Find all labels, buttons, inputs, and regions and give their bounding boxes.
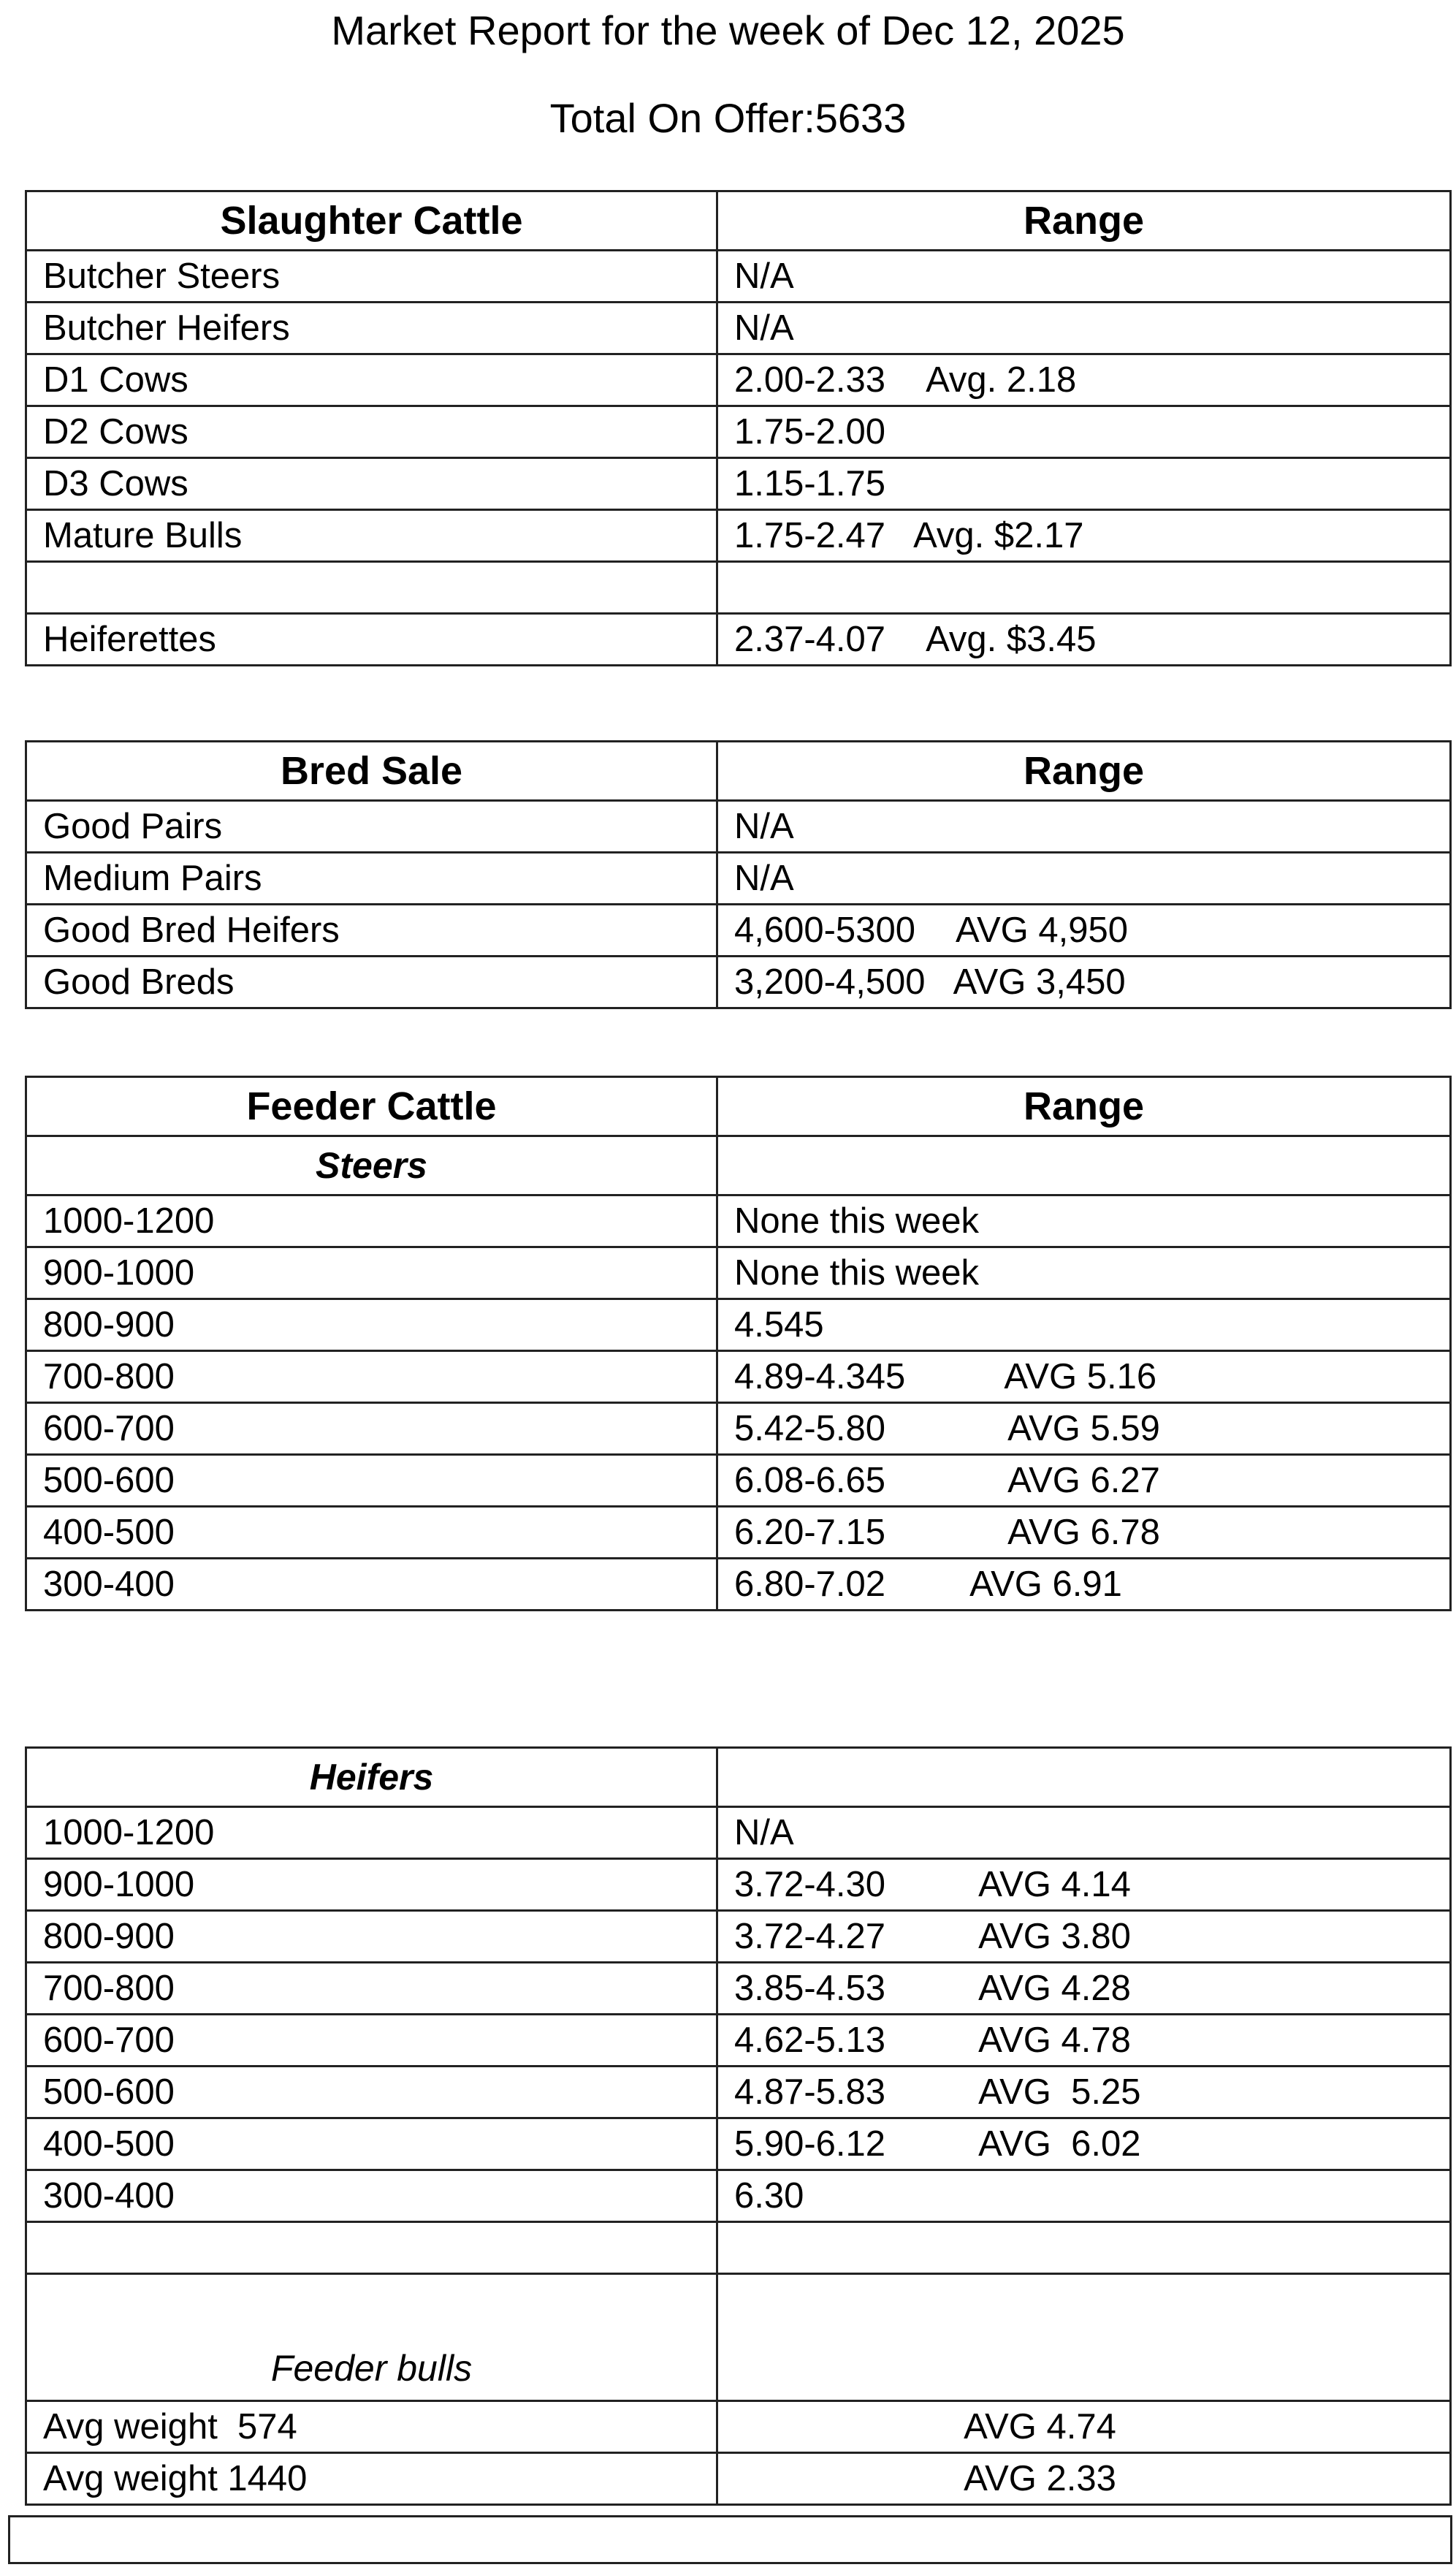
- avg-value: AVG 4.78: [978, 2020, 1131, 2060]
- subheader-row: [26, 1748, 1451, 1807]
- row-range: [717, 1963, 1451, 2015]
- row-label: 1000-1200: [26, 1195, 717, 1247]
- subheader-row: [26, 1136, 1451, 1195]
- table-row: [26, 354, 1451, 406]
- column-header: Range: [717, 742, 1451, 801]
- row-range: [717, 303, 1451, 354]
- avg-value: AVG 4.28: [978, 1969, 1131, 2008]
- range-value: N/A: [734, 859, 794, 898]
- range-value: 1.75-2.47: [734, 516, 886, 555]
- avg-value: AVG 4,950: [955, 910, 1129, 950]
- empty-cell: [717, 1748, 1451, 1807]
- avg-value: AVG 5.59: [1007, 1409, 1160, 1448]
- column-header: Feeder Cattle: [26, 1077, 717, 1136]
- row-range: [717, 1859, 1451, 1911]
- avg-value: AVG 6.78: [1007, 1513, 1160, 1552]
- report-title: Market Report for the week of Dec 12, 2025: [331, 7, 1125, 53]
- heifers-table: [25, 1746, 1452, 2506]
- table-header-row: [26, 742, 1451, 801]
- row-range: [717, 1299, 1451, 1351]
- row-label: 300-400: [26, 1559, 717, 1611]
- row-label: 500-600: [26, 1455, 717, 1507]
- table-row: [26, 1299, 1451, 1351]
- row-range: [717, 1247, 1451, 1299]
- range-value: N/A: [734, 807, 794, 846]
- range-value: 3.72-4.27: [734, 1917, 886, 1956]
- empty-cell: [717, 2222, 1451, 2274]
- row-label: 1000-1200: [26, 1807, 717, 1859]
- empty-cell: [717, 1136, 1451, 1195]
- range-value: 5.90-6.12: [734, 2124, 886, 2164]
- row-range: [717, 2170, 1451, 2222]
- row-label: 400-500: [26, 2118, 717, 2170]
- range-value: 3.85-4.53: [734, 1969, 886, 2008]
- column-header: Bred Sale: [26, 742, 717, 801]
- table-row: [26, 1807, 1451, 1859]
- column-header: Slaughter Cattle: [26, 191, 717, 251]
- row-range: [717, 354, 1451, 406]
- row-label: Butcher Steers: [26, 251, 717, 303]
- row-range: [717, 614, 1451, 666]
- empty-cell: [26, 2222, 717, 2274]
- table-header-row: [26, 191, 1451, 251]
- table-row: [26, 957, 1451, 1008]
- row-label: 400-500: [26, 1507, 717, 1559]
- row-range: [717, 510, 1451, 562]
- range-value: 3,200-4,500: [734, 962, 926, 1002]
- range-value: N/A: [734, 256, 794, 296]
- avg-value: AVG 4.14: [978, 1865, 1131, 1904]
- row-range: [717, 853, 1451, 905]
- table-row: [26, 510, 1451, 562]
- row-range: [717, 801, 1451, 853]
- feeder-bulls-subheader: Feeder bulls: [26, 2274, 717, 2401]
- row-range: [717, 562, 1451, 614]
- row-label: D1 Cows: [26, 354, 717, 406]
- avg-value: AVG 3.80: [978, 1917, 1131, 1956]
- table-row: [26, 1247, 1451, 1299]
- row-range: [717, 406, 1451, 458]
- table-row: [26, 1911, 1451, 1963]
- avg-value: AVG 5.16: [1004, 1357, 1157, 1396]
- table-row: [26, 2015, 1451, 2067]
- row-label: Good Bred Heifers: [26, 905, 717, 957]
- row-range: [717, 1507, 1451, 1559]
- range-value: N/A: [734, 1813, 794, 1852]
- table-row: [26, 801, 1451, 853]
- range-value: None this week: [734, 1201, 980, 1241]
- row-range: [717, 2067, 1451, 2118]
- row-range: [717, 458, 1451, 510]
- range-value: 1.15-1.75: [734, 464, 886, 503]
- row-range: [717, 2118, 1451, 2170]
- row-label: Medium Pairs: [26, 853, 717, 905]
- slaughter-cattle-table: [25, 190, 1452, 666]
- row-label: Heiferettes: [26, 614, 717, 666]
- range-value: 6.30: [734, 2176, 804, 2216]
- row-range: [717, 1195, 1451, 1247]
- row-label: 700-800: [26, 1963, 717, 2015]
- avg-value: AVG 3,450: [953, 962, 1126, 1002]
- range-value: 4.62-5.13: [734, 2020, 886, 2060]
- range-value: 6.80-7.02: [734, 1565, 886, 1604]
- steers-subheader: Steers: [26, 1136, 717, 1195]
- table-row: [26, 458, 1451, 510]
- row-label: 800-900: [26, 1911, 717, 1963]
- avg-value: AVG 6.27: [1007, 1461, 1160, 1500]
- table-row: [26, 1963, 1451, 2015]
- range-value: 4.87-5.83: [734, 2072, 886, 2112]
- row-label: Mature Bulls: [26, 510, 717, 562]
- avg-value: AVG 6.02: [978, 2124, 1141, 2164]
- table-row: [26, 2401, 1451, 2453]
- row-label: 300-400: [26, 2170, 717, 2222]
- table-header-row: [26, 1077, 1451, 1136]
- table-row: [26, 2118, 1451, 2170]
- range-value: N/A: [734, 308, 794, 348]
- heifers-subheader: Heifers: [26, 1748, 717, 1807]
- row-label: 600-700: [26, 2015, 717, 2067]
- row-label: Good Breds: [26, 957, 717, 1008]
- table-row: [26, 905, 1451, 957]
- table-row: [26, 406, 1451, 458]
- range-value: 2.00-2.33: [734, 360, 886, 400]
- footer-empty-box: [8, 2515, 1452, 2564]
- table-row: [26, 1859, 1451, 1911]
- range-value: 4,600-5300: [734, 910, 915, 950]
- avg-value: AVG 4.74: [717, 2401, 1451, 2453]
- total-on-offer: Total On Offer:5633: [549, 95, 907, 141]
- table-row-empty: [26, 562, 1451, 614]
- column-header: Range: [717, 1077, 1451, 1136]
- column-header: Range: [717, 191, 1451, 251]
- row-range: [717, 1559, 1451, 1611]
- range-value: 4.545: [734, 1305, 824, 1345]
- row-range: [717, 1403, 1451, 1455]
- avg-value: AVG 2.33: [717, 2453, 1451, 2505]
- table-row: [26, 2170, 1451, 2222]
- range-value: 6.20-7.15: [734, 1513, 886, 1552]
- avg-value: Avg. 2.18: [926, 360, 1077, 400]
- row-label: 500-600: [26, 2067, 717, 2118]
- table-row: [26, 303, 1451, 354]
- row-label: 800-900: [26, 1299, 717, 1351]
- row-label: 600-700: [26, 1403, 717, 1455]
- row-range: [717, 1455, 1451, 1507]
- table-row: [26, 2453, 1451, 2505]
- table-row: [26, 1559, 1451, 1611]
- table-row: [26, 2067, 1451, 2118]
- table-row: [26, 853, 1451, 905]
- table-row: [26, 1403, 1451, 1455]
- row-label: Avg weight 1440: [26, 2453, 717, 2505]
- table-row: [26, 1351, 1451, 1403]
- row-label: D2 Cows: [26, 406, 717, 458]
- table-row: [26, 614, 1451, 666]
- row-label: Butcher Heifers: [26, 303, 717, 354]
- subheader-row: [26, 2274, 1451, 2401]
- bred-sale-table: [25, 740, 1452, 1009]
- row-label: [26, 562, 717, 614]
- row-label: 700-800: [26, 1351, 717, 1403]
- avg-value: AVG 5.25: [978, 2072, 1141, 2112]
- feeder-cattle-table: [25, 1076, 1452, 1611]
- range-value: 6.08-6.65: [734, 1461, 886, 1500]
- row-label: Avg weight 574: [26, 2401, 717, 2453]
- row-label: 900-1000: [26, 1247, 717, 1299]
- row-label: D3 Cows: [26, 458, 717, 510]
- table-row-empty: [26, 2222, 1451, 2274]
- table-row: [26, 1507, 1451, 1559]
- range-value: 2.37-4.07: [734, 620, 886, 659]
- table-row: [26, 1455, 1451, 1507]
- row-label: 900-1000: [26, 1859, 717, 1911]
- avg-value: Avg. $3.45: [926, 620, 1097, 659]
- row-range: [717, 1911, 1451, 1963]
- row-range: [717, 957, 1451, 1008]
- range-value: 5.42-5.80: [734, 1409, 886, 1448]
- range-value: 4.89-4.345: [734, 1357, 906, 1396]
- row-range: [717, 2015, 1451, 2067]
- row-range: [717, 1807, 1451, 1859]
- table-row: [26, 1195, 1451, 1247]
- range-value: 1.75-2.00: [734, 412, 886, 452]
- empty-cell: [717, 2274, 1451, 2401]
- row-range: [717, 905, 1451, 957]
- row-label: Good Pairs: [26, 801, 717, 853]
- row-range: [717, 251, 1451, 303]
- avg-value: AVG 6.91: [969, 1565, 1122, 1604]
- range-value: None this week: [734, 1253, 980, 1293]
- row-range: [717, 1351, 1451, 1403]
- table-row: [26, 251, 1451, 303]
- avg-value: Avg. $2.17: [913, 516, 1084, 555]
- range-value: 3.72-4.30: [734, 1865, 886, 1904]
